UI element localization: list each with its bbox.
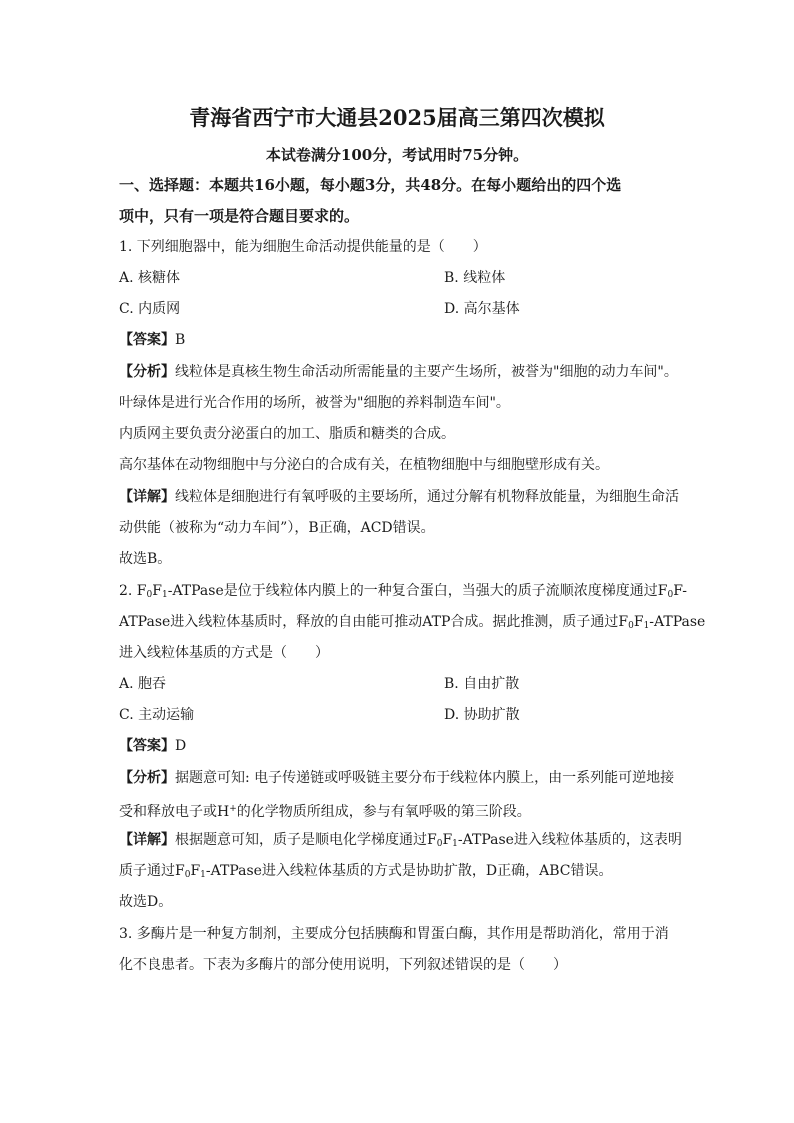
q2-detail-text: F	[442, 832, 453, 848]
q1-analysis-line-3: 内质网主要负责分泌蛋白的加工、脂质和糖类的合成。	[119, 426, 455, 442]
q2-stem-text: F-	[673, 583, 688, 599]
q2-stem-text: -ATPase是位于线粒体内膜上的一种复合蛋白，当强大的质子流顺浓度梯度通过F	[167, 583, 668, 599]
q1-detail-text-1: 线粒体是细胞进行有氧呼吸的主要场所，通过分解有机物释放能量，为细胞生命活	[175, 489, 679, 505]
subscript-0: 0	[667, 590, 674, 600]
q2-stem-line-3: 进入线粒体基质的方式是（ ）	[119, 645, 329, 661]
q1-detail-label: 【详解】	[119, 489, 175, 505]
subscript-1: 1	[161, 590, 168, 600]
q2-stem-text: F	[152, 583, 162, 599]
section-heading	[119, 170, 679, 232]
q2-analysis-text-3: 的化学物质所组成，参与有氧呼吸的第三阶段。	[236, 804, 531, 820]
section-heading-line-1: 一、选择题：本题共16小题，每小题3分，共48分。在每小题给出的四个选	[119, 176, 622, 194]
q2-answer-value: D	[175, 738, 187, 754]
q2-detail-text: -ATPase进入线粒体基质的，这表明	[457, 832, 682, 848]
q1-detail-line-2: 动供能（被称为“动力车间”），B正确，ACD错误。	[119, 520, 435, 536]
q1-option-b: B. 线粒体	[444, 270, 506, 286]
q2-analysis-text-1: 据题意可知: 电子传递链或呼吸链主要分布于线粒体内膜上，由一系列能可逆地接	[175, 770, 675, 786]
q2-option-b: B. 自由扩散	[444, 676, 520, 692]
q1-analysis-line-4: 高尔基体在动物细胞中与分泌白的合成有关，在植物细胞中与细胞壁形成有关。	[119, 457, 609, 473]
q2-detail-line-2	[119, 860, 689, 886]
q1-option-c: C. 内质网	[119, 301, 181, 317]
subscript-0: 0	[628, 621, 634, 631]
q3-stem-line-1: 3. 多酶片是一种复方制剂，主要成分包括胰酶和胃蛋白酶，其作用是帮助消化，常用于消	[119, 926, 669, 942]
q2-detail-text: 质子通过F	[119, 863, 185, 879]
q1-analysis-text-1: 线粒体是真核生物生命活动所需能量的主要产生场所，被誉为"细胞的动力车间"。	[175, 364, 678, 380]
section-heading-line-2: 项中，只有一项是符合题目要求的。	[119, 207, 360, 225]
subscript-1: 1	[200, 870, 206, 880]
q1-analysis-line-1	[119, 361, 689, 383]
q2-stem-text: -ATPase	[649, 614, 706, 630]
q2-detail-text: F	[190, 863, 201, 879]
q2-option-d: D. 协助扩散	[444, 707, 520, 723]
q2-analysis-line-1	[119, 767, 689, 789]
subscript-1: 1	[643, 621, 650, 631]
q2-stem-text: ATPase进入线粒体基质时，释放的自由能可推动ATP合成。据此推测，质子通过F	[119, 614, 629, 630]
q2-stem-line-1	[119, 580, 689, 606]
q2-stem-text: F	[633, 614, 644, 630]
q2-detail-label: 【详解】	[119, 832, 175, 848]
q1-conclusion: 故选B。	[119, 551, 172, 567]
q1-analysis-label: 【分析】	[119, 364, 175, 380]
q2-analysis-line-2	[119, 798, 689, 823]
q2-conclusion: 故选D。	[119, 894, 173, 910]
q3-stem-line-2: 化不良患者。下表为多酶片的部分使用说明，下列叙述错误的是（ ）	[119, 957, 567, 973]
q2-analysis-label: 【分析】	[119, 770, 175, 786]
q2-answer-label: 【答案】	[119, 738, 175, 754]
q1-answer	[119, 329, 689, 351]
q2-detail-text: 根据题意可知，质子是顺电化学梯度通过F	[175, 832, 437, 848]
subscript-0: 0	[184, 870, 191, 880]
subscript-0: 0	[436, 839, 443, 849]
q1-analysis-line-2: 叶绿体是进行光合作用的场所，被誉为"细胞的养料制造车间"。	[119, 395, 510, 411]
superscript-plus: +	[229, 804, 237, 814]
q1-answer-label: 【答案】	[119, 332, 175, 348]
q2-option-c: C. 主动运输	[119, 707, 195, 723]
q2-option-a: A. 胞吞	[119, 676, 167, 692]
q1-option-a: A. 核糖体	[119, 270, 181, 286]
exam-subtitle: 本试卷满分100分，考试用时75分钟。	[265, 146, 529, 164]
q2-detail-line-1	[119, 829, 689, 855]
q2-answer	[119, 735, 689, 757]
q2-analysis-text-2: 受和释放电子或H	[119, 804, 230, 820]
subscript-1: 1	[452, 839, 458, 849]
q1-detail-line-1	[119, 486, 689, 508]
q2-detail-text: -ATPase进入线粒体基质的方式是协助扩散，D正确，ABC错误。	[205, 863, 613, 879]
q1-answer-value: B	[175, 332, 186, 348]
page-title: 青海省西宁市大通县2025届高三第四次模拟	[189, 105, 605, 130]
subscript-0: 0	[146, 590, 153, 600]
q1-option-d: D. 高尔基体	[444, 301, 520, 317]
q2-stem-line-2	[119, 611, 706, 637]
q1-stem: 1. 下列细胞器中，能为细胞生命活动提供能量的是（ ）	[119, 239, 487, 255]
q2-stem-text: 2. F	[119, 583, 147, 599]
